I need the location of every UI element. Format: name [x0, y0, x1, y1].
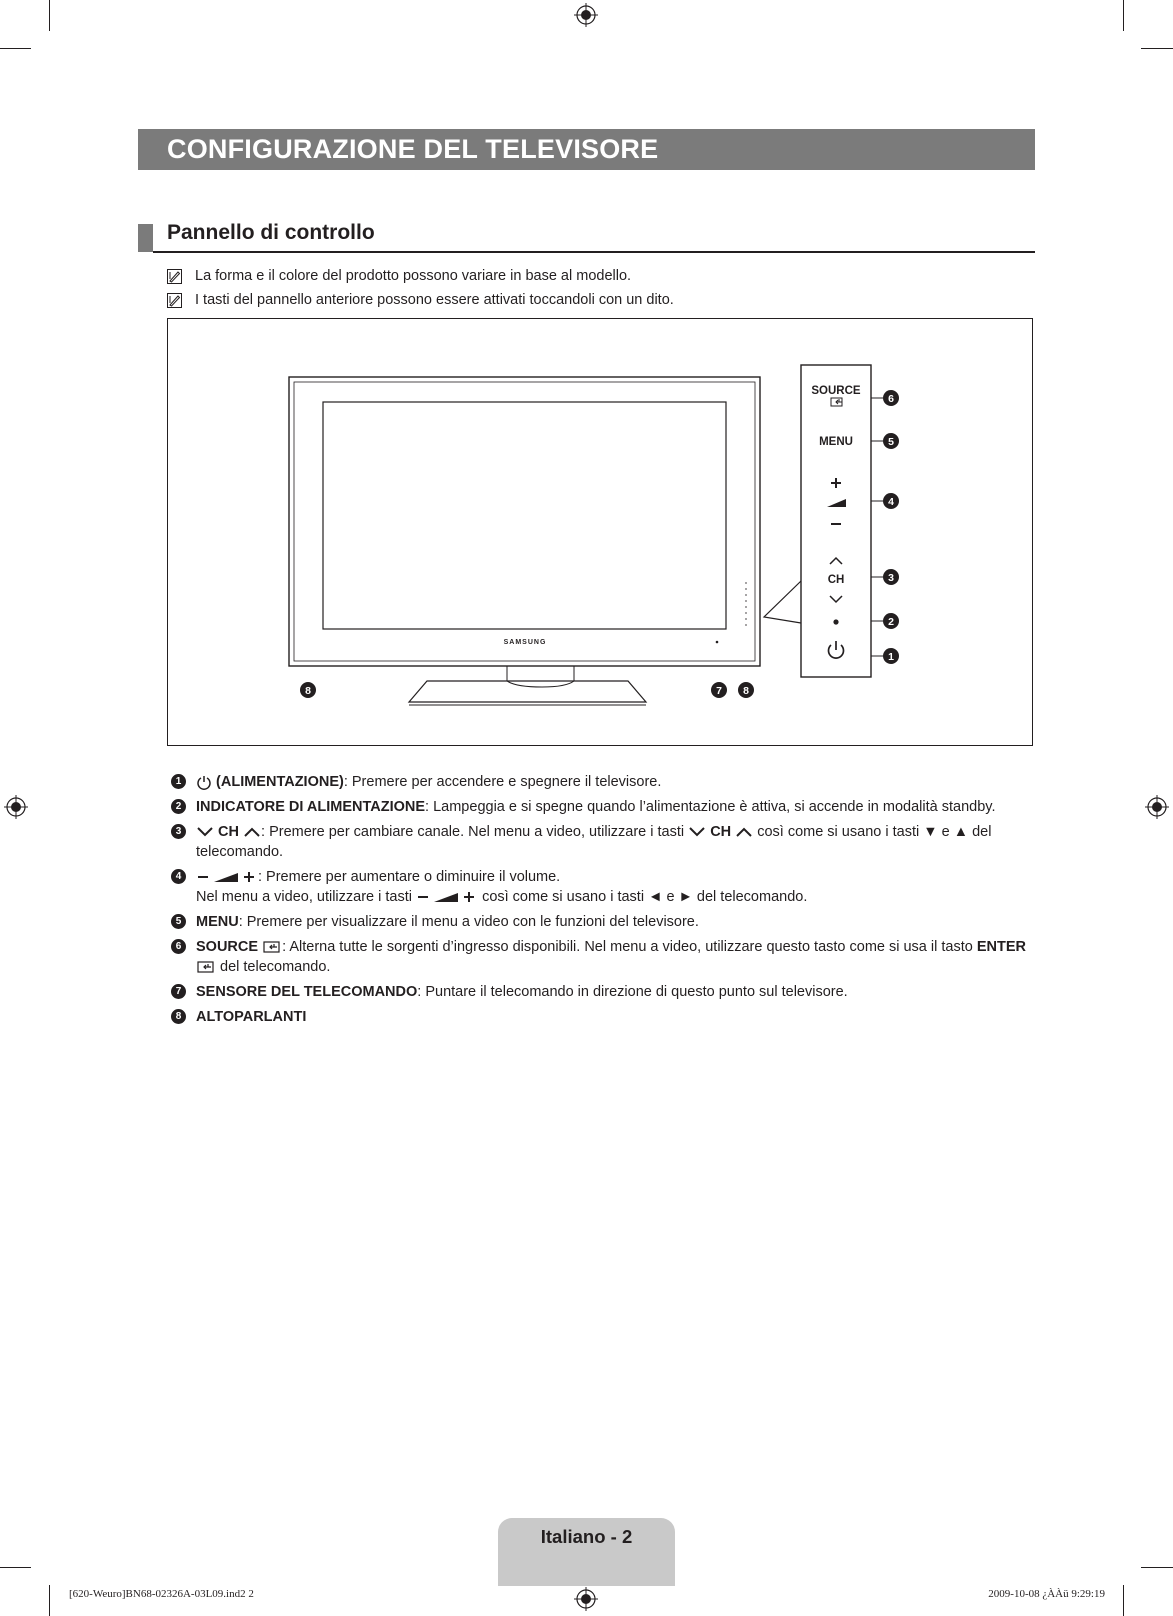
item-number: 2	[171, 799, 186, 814]
crop-mark	[49, 0, 50, 31]
page-title: CONFIGURAZIONE DEL TELEVISORE	[138, 129, 1035, 170]
chevron-down-icon	[688, 826, 706, 838]
svg-text:6: 6	[888, 393, 894, 405]
item-number: 5	[171, 914, 186, 929]
svg-text:5: 5	[888, 436, 894, 448]
item-number: 8	[171, 1009, 186, 1024]
svg-text:1: 1	[888, 651, 894, 663]
item-term: ALTOPARLANTI	[196, 1009, 307, 1025]
crop-mark	[49, 1585, 50, 1616]
item-term: (ALIMENTAZIONE)	[216, 774, 344, 790]
control-panel-figure	[167, 318, 1033, 746]
item-number: 7	[171, 984, 186, 999]
item-number: 1	[171, 774, 186, 789]
item-term: INDICATORE DI ALIMENTAZIONE	[196, 799, 426, 815]
item-number: 6	[171, 939, 186, 954]
tv-outline	[289, 377, 801, 705]
list-item	[171, 772, 1041, 792]
item-text: : Premere per cambiare canale. Nel menu a video, utilizzare i tasti	[261, 824, 685, 840]
note	[167, 292, 674, 308]
file-info: [620-Weuro]BN68-02326A-03L09.ind2 2	[69, 1588, 254, 1600]
item-text: : Premere per visualizzare il menu a video con le funzioni del televisore.	[238, 914, 699, 930]
ch-label: CH	[827, 574, 845, 586]
source-label: SOURCE	[811, 385, 861, 397]
crop-mark	[1123, 0, 1124, 31]
chevron-up-icon	[735, 826, 753, 838]
crop-mark	[1123, 1585, 1124, 1616]
item-text: Nel menu a video, utilizzare i tasti	[196, 889, 412, 905]
volume-icon	[196, 870, 258, 884]
crop-mark	[0, 1567, 31, 1568]
item-term: CH	[218, 824, 239, 840]
svg-text:8: 8	[305, 685, 311, 697]
crop-mark	[1141, 1567, 1173, 1568]
note-text: La forma e il colore del prodotto possono variare in base al modello.	[195, 268, 632, 284]
registration-mark-icon	[4, 795, 28, 819]
item-number: 3	[171, 824, 186, 839]
note-text: I tasti del pannello anteriore possono essere attivati toccandoli con un dito.	[195, 292, 674, 308]
svg-text:7: 7	[716, 685, 722, 697]
item-text: così come si usano i tasti ◄ e ► del telecomando.	[482, 889, 808, 905]
list-item	[171, 797, 1041, 817]
list-item	[171, 912, 1041, 932]
power-icon	[196, 774, 212, 790]
item-text: : Premere per aumentare o diminuire il volume.	[258, 869, 561, 885]
item-text: : Premere per accendere e spegnere il televisore.	[343, 774, 662, 790]
list-item	[171, 1007, 1041, 1027]
list-item	[171, 822, 1041, 862]
power-indicator-icon	[833, 619, 838, 624]
crop-mark	[0, 48, 31, 49]
list-item	[171, 982, 1041, 1002]
chevron-up-icon	[243, 826, 261, 838]
crop-mark	[1141, 48, 1173, 49]
registration-mark-icon	[574, 1587, 598, 1611]
page-number-tab: Italiano - 2	[498, 1518, 675, 1586]
svg-text:2: 2	[888, 616, 894, 628]
section-title: Pannello di controllo	[167, 221, 375, 244]
control-panel-box	[801, 365, 871, 677]
item-term: SENSORE DEL TELECOMANDO	[196, 984, 418, 1000]
description-list	[171, 772, 1041, 1032]
registration-mark-icon	[1145, 795, 1169, 819]
note-icon	[167, 293, 182, 308]
item-text: : Alterna tutte le sorgenti d’ingresso disponibili. Nel menu a video, utilizzare questo tasto come si usa il tasto	[282, 939, 973, 955]
item-term: ENTER	[976, 939, 1026, 955]
enter-icon	[196, 960, 216, 974]
note-icon	[167, 269, 182, 284]
item-term: CH	[710, 824, 732, 840]
note	[167, 268, 631, 284]
item-text: così come si usano i tasti ▼ e ▲ del telecomando.	[196, 824, 992, 860]
callout-leaders	[871, 398, 883, 656]
svg-text:8: 8	[743, 685, 749, 697]
item-term: MENU	[196, 914, 239, 930]
tv-brand-logo: SAMSUNG	[503, 639, 547, 646]
section-divider	[153, 251, 1035, 253]
menu-label: MENU	[819, 436, 853, 448]
tv-diagram	[168, 319, 1032, 745]
date-info: 2009-10-08 ¿ÀÀü 9:29:19	[988, 1588, 1105, 1600]
registration-mark-icon	[574, 3, 598, 27]
item-text: : Puntare il telecomando in direzione di questo punto sul televisore.	[417, 984, 848, 1000]
list-item	[171, 867, 1041, 907]
list-item	[171, 937, 1041, 977]
section-marker	[138, 224, 153, 252]
enter-icon	[262, 940, 282, 954]
svg-text:3: 3	[888, 572, 894, 584]
item-term: SOURCE	[196, 939, 259, 955]
chevron-down-icon	[196, 826, 214, 838]
volume-icon	[416, 890, 478, 904]
item-number: 4	[171, 869, 186, 884]
item-text: : Lampeggia e si spegne quando l’alimentazione è attiva, si accende in modalità standby.	[425, 799, 996, 815]
svg-text:4: 4	[888, 496, 894, 508]
item-text: del telecomando.	[216, 959, 331, 975]
